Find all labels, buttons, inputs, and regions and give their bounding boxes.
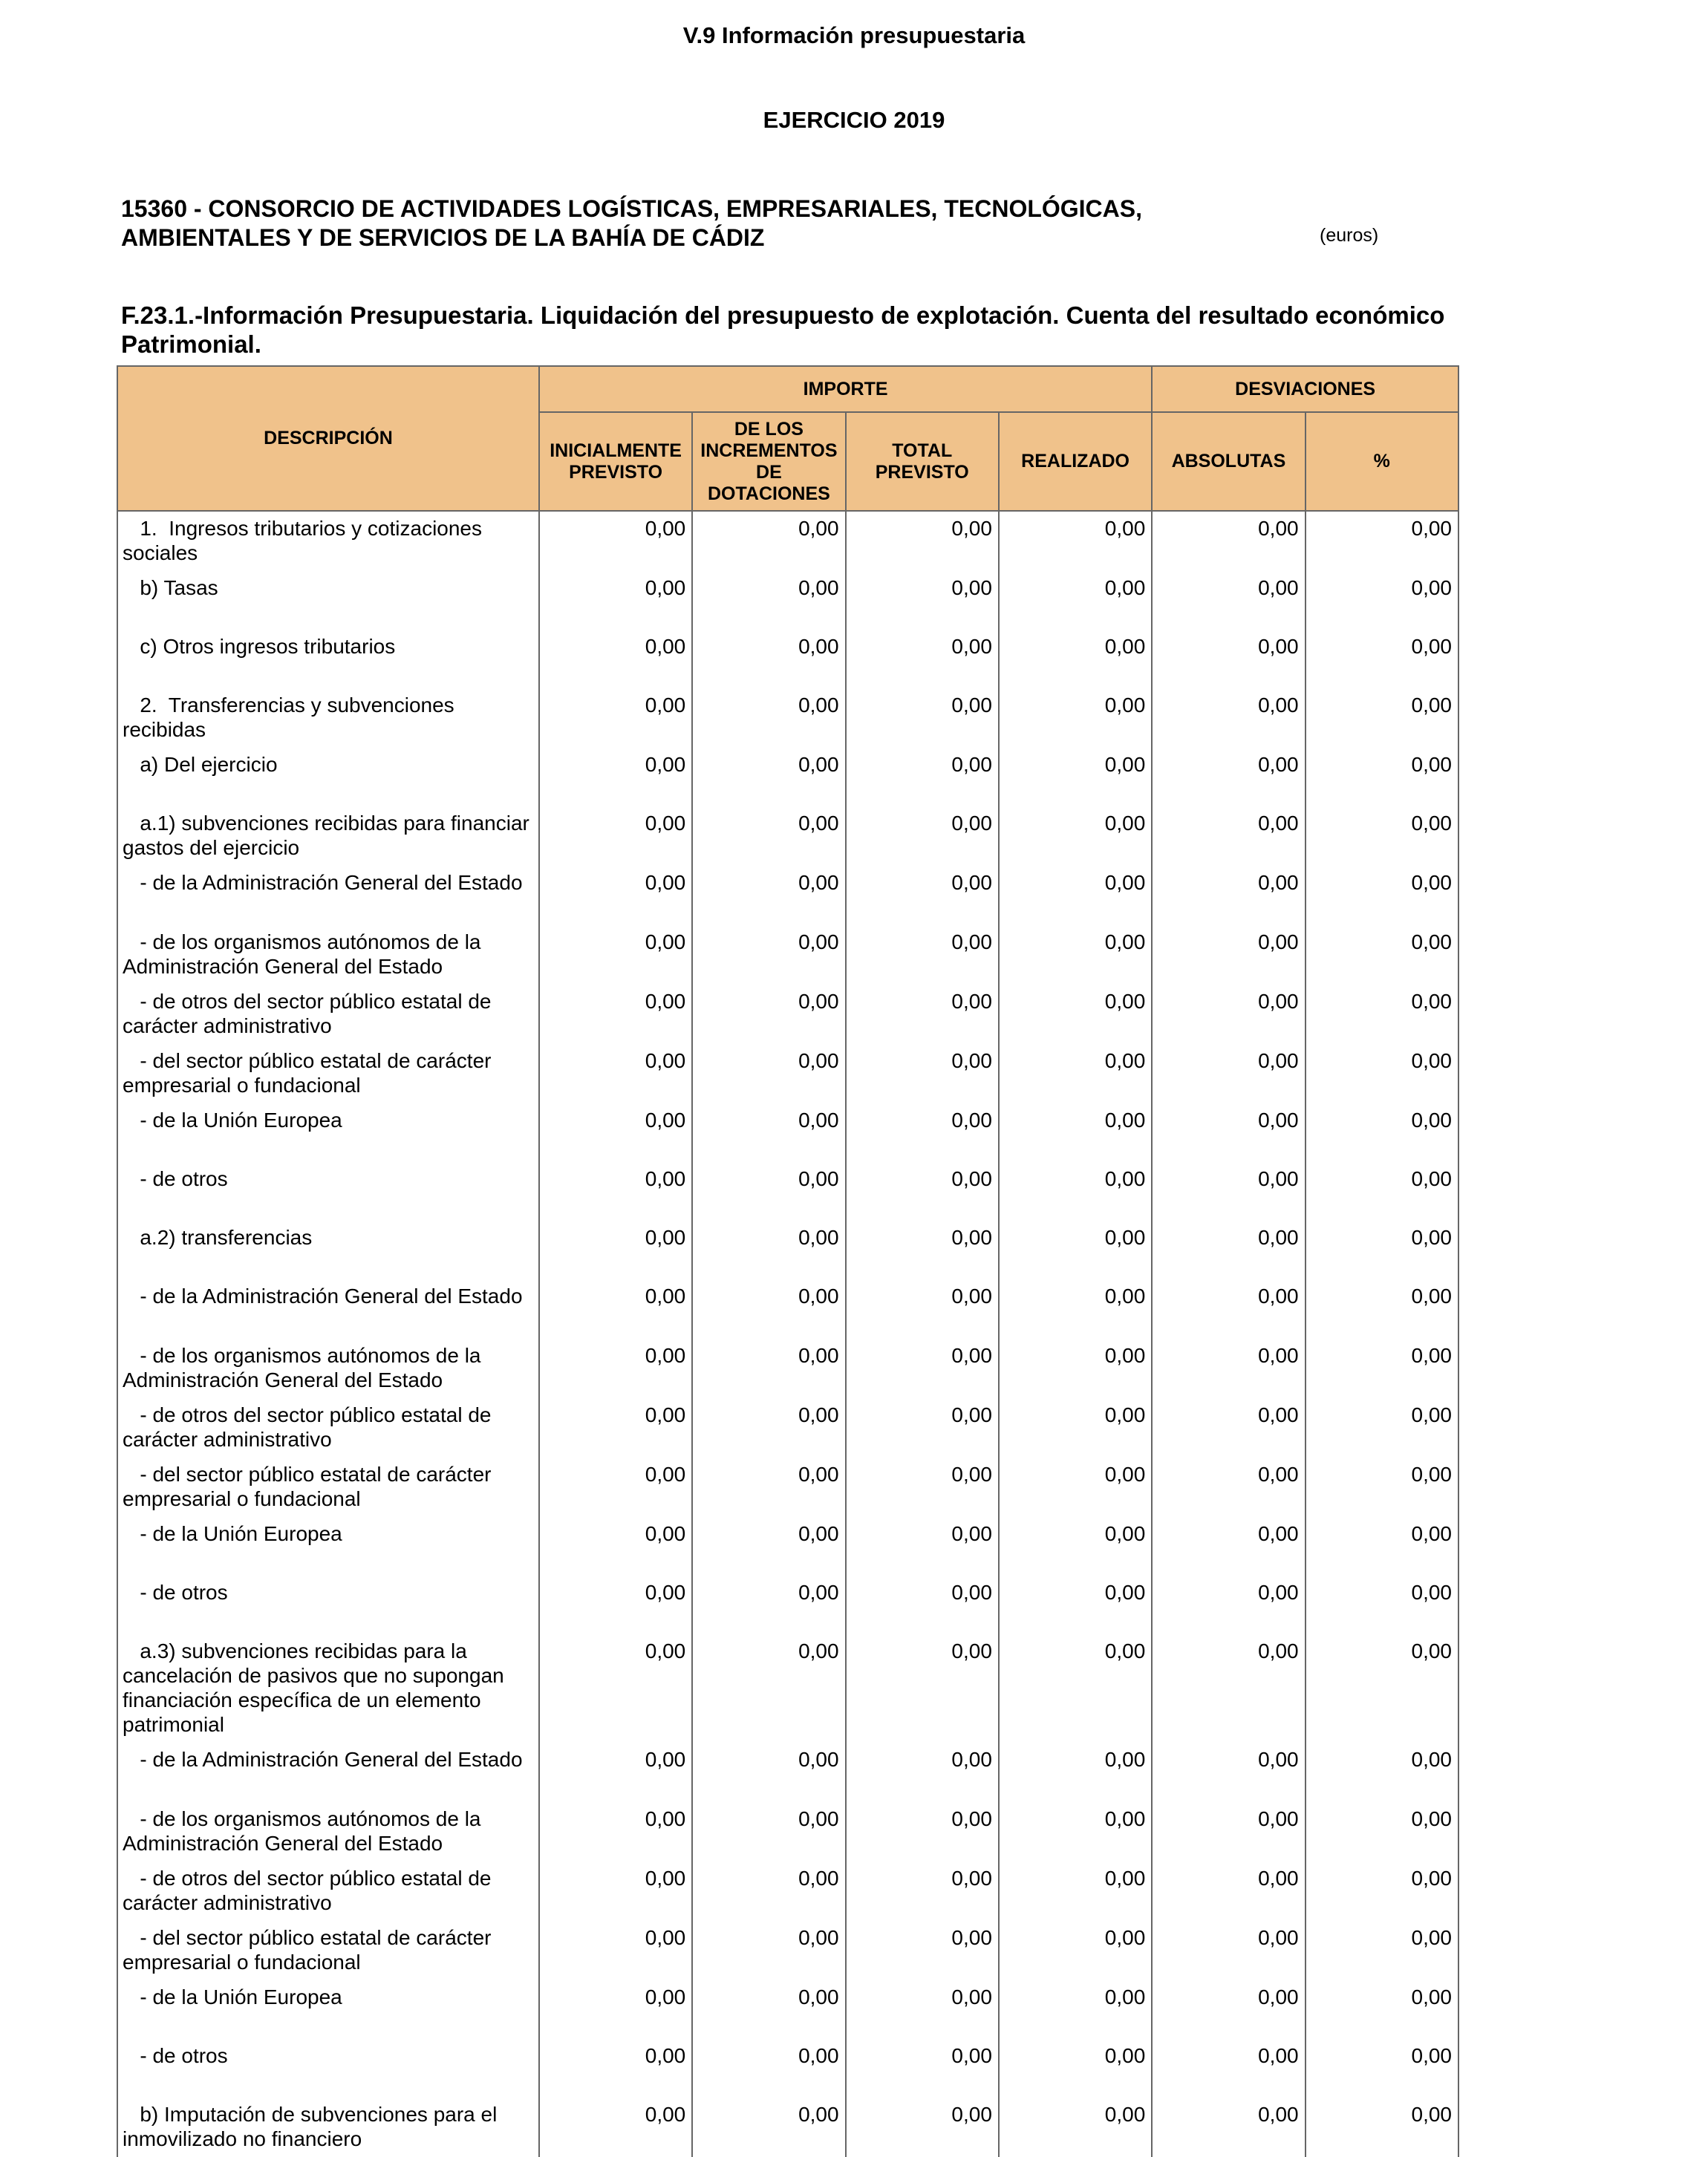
cell-absolutas: 0,00 (1152, 1044, 1305, 1103)
table-row (117, 806, 1458, 866)
cell-porcentaje: 0,00 (1306, 1221, 1458, 1279)
cell-porcentaje: 0,00 (1306, 1802, 1458, 1861)
cell-realizado: 0,00 (999, 2098, 1152, 2157)
budget-table (117, 365, 1459, 2157)
cell-realizado: 0,00 (999, 1743, 1152, 1802)
cell-realizado: 0,00 (999, 1517, 1152, 1576)
col-header-absolutas: ABSOLUTAS (1152, 412, 1305, 511)
cell-incrementos-dotaciones: 0,00 (692, 1103, 845, 1162)
cell-realizado: 0,00 (999, 925, 1152, 985)
row-description: - de los organismos autónomos de la Administración General del Estado (117, 925, 539, 985)
cell-absolutas: 0,00 (1152, 1743, 1305, 1802)
group-header-importe: IMPORTE (539, 366, 1152, 412)
cell-inicialmente-previsto: 0,00 (539, 1279, 692, 1339)
cell-incrementos-dotaciones: 0,00 (692, 1398, 845, 1458)
col-header-realizado: REALIZADO (999, 412, 1152, 511)
cell-inicialmente-previsto: 0,00 (539, 511, 692, 571)
col-header-inicialmente-previsto: INICIALMENTE PREVISTO (539, 412, 692, 511)
cell-inicialmente-previsto: 0,00 (539, 1743, 692, 1802)
table-row (117, 630, 1458, 688)
row-description: 2. Transferencias y subvenciones recibidas (117, 688, 539, 748)
cell-inicialmente-previsto: 0,00 (539, 866, 692, 925)
cell-incrementos-dotaciones: 0,00 (692, 1339, 845, 1398)
cell-total-previsto: 0,00 (846, 1339, 999, 1398)
cell-inicialmente-previsto: 0,00 (539, 1103, 692, 1162)
cell-inicialmente-previsto: 0,00 (539, 1398, 692, 1458)
cell-realizado: 0,00 (999, 1980, 1152, 2039)
cell-incrementos-dotaciones: 0,00 (692, 925, 845, 985)
cell-inicialmente-previsto: 0,00 (539, 688, 692, 748)
cell-total-previsto: 0,00 (846, 2039, 999, 2098)
table-row (117, 1458, 1458, 1517)
row-description: a.1) subvenciones recibidas para financiar gastos del ejercicio (117, 806, 539, 866)
cell-realizado: 0,00 (999, 688, 1152, 748)
cell-realizado: 0,00 (999, 1921, 1152, 1980)
cell-inicialmente-previsto: 0,00 (539, 571, 692, 630)
cell-total-previsto: 0,00 (846, 511, 999, 571)
row-description: - del sector público estatal de carácter empresarial o fundacional (117, 1921, 539, 1980)
cell-incrementos-dotaciones: 0,00 (692, 1576, 845, 1634)
cell-realizado: 0,00 (999, 1861, 1152, 1921)
cell-inicialmente-previsto: 0,00 (539, 1339, 692, 1398)
document-section-title: V.9 Información presupuestaria (682, 22, 1026, 48)
row-description: b) Imputación de subvenciones para el inmovilizado no financiero (117, 2098, 539, 2157)
cell-inicialmente-previsto: 0,00 (539, 925, 692, 985)
cell-incrementos-dotaciones: 0,00 (692, 1921, 845, 1980)
cell-realizado: 0,00 (999, 985, 1152, 1044)
cell-incrementos-dotaciones: 0,00 (692, 1802, 845, 1861)
cell-total-previsto: 0,00 (846, 1743, 999, 1802)
col-header-porcentaje: % (1306, 412, 1458, 511)
cell-total-previsto: 0,00 (846, 1921, 999, 1980)
cell-absolutas: 0,00 (1152, 1634, 1305, 1743)
table-row (117, 571, 1458, 630)
cell-porcentaje: 0,00 (1306, 1398, 1458, 1458)
table-row (117, 1634, 1458, 1743)
cell-absolutas: 0,00 (1152, 1162, 1305, 1221)
cell-incrementos-dotaciones: 0,00 (692, 571, 845, 630)
cell-porcentaje: 0,00 (1306, 2098, 1458, 2157)
cell-incrementos-dotaciones: 0,00 (692, 1980, 845, 2039)
cell-porcentaje: 0,00 (1306, 571, 1458, 630)
group-header-desviaciones: DESVIACIONES (1152, 366, 1458, 412)
cell-porcentaje: 0,00 (1306, 1162, 1458, 1221)
cell-absolutas: 0,00 (1152, 1921, 1305, 1980)
row-description: - de los organismos autónomos de la Administración General del Estado (117, 1802, 539, 1861)
row-description: - de la Administración General del Estado (117, 1279, 539, 1339)
cell-porcentaje: 0,00 (1306, 985, 1458, 1044)
cell-inicialmente-previsto: 0,00 (539, 806, 692, 866)
cell-absolutas: 0,00 (1152, 1221, 1305, 1279)
cell-incrementos-dotaciones: 0,00 (692, 748, 845, 806)
cell-total-previsto: 0,00 (846, 1861, 999, 1921)
cell-inicialmente-previsto: 0,00 (539, 630, 692, 688)
cell-realizado: 0,00 (999, 1339, 1152, 1398)
cell-total-previsto: 0,00 (846, 1162, 999, 1221)
cell-porcentaje: 0,00 (1306, 688, 1458, 748)
cell-incrementos-dotaciones: 0,00 (692, 1861, 845, 1921)
cell-absolutas: 0,00 (1152, 1861, 1305, 1921)
cell-absolutas: 0,00 (1152, 866, 1305, 925)
cell-porcentaje: 0,00 (1306, 866, 1458, 925)
row-description: - de otros del sector público estatal de carácter administrativo (117, 1861, 539, 1921)
cell-incrementos-dotaciones: 0,00 (692, 1279, 845, 1339)
table-row (117, 1339, 1458, 1398)
cell-inicialmente-previsto: 0,00 (539, 1458, 692, 1517)
cell-absolutas: 0,00 (1152, 1517, 1305, 1576)
cell-porcentaje: 0,00 (1306, 925, 1458, 985)
cell-porcentaje: 0,00 (1306, 630, 1458, 688)
cell-inicialmente-previsto: 0,00 (539, 985, 692, 1044)
entity-name: 15360 - CONSORCIO DE ACTIVIDADES LOGÍSTICAS, EMPRESARIALES, TECNOLÓGICAS, AMBIENTALES Y DE SERVICIOS DE LA BAHÍA DE CÁDIZ (121, 195, 1142, 251)
cell-porcentaje: 0,00 (1306, 1339, 1458, 1398)
cell-realizado: 0,00 (999, 511, 1152, 571)
cell-total-previsto: 0,00 (846, 1103, 999, 1162)
cell-porcentaje: 0,00 (1306, 1103, 1458, 1162)
row-description: - de la Administración General del Estado (117, 866, 539, 925)
cell-realizado: 0,00 (999, 748, 1152, 806)
cell-absolutas: 0,00 (1152, 571, 1305, 630)
cell-absolutas: 0,00 (1152, 630, 1305, 688)
cell-realizado: 0,00 (999, 1103, 1152, 1162)
cell-porcentaje: 0,00 (1306, 806, 1458, 866)
col-header-total-previsto: TOTAL PREVISTO (846, 412, 999, 511)
cell-total-previsto: 0,00 (846, 1044, 999, 1103)
table-body (117, 511, 1458, 2157)
cell-absolutas: 0,00 (1152, 2039, 1305, 2098)
cell-absolutas: 0,00 (1152, 1339, 1305, 1398)
cell-porcentaje: 0,00 (1306, 1458, 1458, 1517)
cell-porcentaje: 0,00 (1306, 1921, 1458, 1980)
table-row (117, 511, 1458, 571)
budget-table-container (117, 365, 1459, 2150)
cell-total-previsto: 0,00 (846, 571, 999, 630)
row-description: - de otros (117, 1576, 539, 1634)
table-row (117, 2039, 1458, 2098)
cell-incrementos-dotaciones: 0,00 (692, 866, 845, 925)
cell-absolutas: 0,00 (1152, 1576, 1305, 1634)
table-row (117, 866, 1458, 925)
table-row (117, 985, 1458, 1044)
table-row (117, 1802, 1458, 1861)
row-description: a.3) subvenciones recibidas para la cancelación de pasivos que no supongan financiación específica de un elemento patrimonial (117, 1634, 539, 1743)
cell-porcentaje: 0,00 (1306, 1634, 1458, 1743)
cell-absolutas: 0,00 (1152, 985, 1305, 1044)
row-description: a) Del ejercicio (117, 748, 539, 806)
cell-incrementos-dotaciones: 0,00 (692, 1458, 845, 1517)
col-header-incrementos-dotaciones: DE LOS INCREMENTOS DE DOTACIONES (692, 412, 845, 511)
row-description: - del sector público estatal de carácter empresarial o fundacional (117, 1044, 539, 1103)
table-row (117, 1980, 1458, 2039)
row-description: - de los organismos autónomos de la Administración General del Estado (117, 1339, 539, 1398)
cell-realizado: 0,00 (999, 2039, 1152, 2098)
cell-absolutas: 0,00 (1152, 1103, 1305, 1162)
cell-inicialmente-previsto: 0,00 (539, 1861, 692, 1921)
cell-incrementos-dotaciones: 0,00 (692, 511, 845, 571)
cell-porcentaje: 0,00 (1306, 1861, 1458, 1921)
cell-total-previsto: 0,00 (846, 748, 999, 806)
table-row (117, 1162, 1458, 1221)
table-row (117, 1743, 1458, 1802)
row-description: - de la Unión Europea (117, 1980, 539, 2039)
cell-realizado: 0,00 (999, 1221, 1152, 1279)
cell-total-previsto: 0,00 (846, 1221, 999, 1279)
cell-absolutas: 0,00 (1152, 925, 1305, 985)
table-section-title: F.23.1.-Información Presupuestaria. Liquidación del presupuesto de explotación. Cuenta del resultado económico Patrimonial. (121, 301, 1445, 358)
cell-incrementos-dotaciones: 0,00 (692, 1517, 845, 1576)
cell-inicialmente-previsto: 0,00 (539, 1634, 692, 1743)
cell-realizado: 0,00 (999, 1279, 1152, 1339)
cell-total-previsto: 0,00 (846, 1802, 999, 1861)
cell-incrementos-dotaciones: 0,00 (692, 1044, 845, 1103)
cell-inicialmente-previsto: 0,00 (539, 748, 692, 806)
cell-realizado: 0,00 (999, 1802, 1152, 1861)
table-row (117, 925, 1458, 985)
row-description: 1. Ingresos tributarios y cotizaciones sociales (117, 511, 539, 571)
col-header-descripcion: DESCRIPCIÓN (117, 366, 539, 511)
cell-realizado: 0,00 (999, 630, 1152, 688)
cell-realizado: 0,00 (999, 866, 1152, 925)
table-row (117, 1517, 1458, 1576)
row-description: - de otros (117, 1162, 539, 1221)
cell-realizado: 0,00 (999, 1398, 1152, 1458)
cell-absolutas: 0,00 (1152, 748, 1305, 806)
cell-realizado: 0,00 (999, 1162, 1152, 1221)
cell-total-previsto: 0,00 (846, 1279, 999, 1339)
row-description: a.2) transferencias (117, 1221, 539, 1279)
row-description: c) Otros ingresos tributarios (117, 630, 539, 688)
table-row (117, 1279, 1458, 1339)
row-description: - de otros (117, 2039, 539, 2098)
cell-inicialmente-previsto: 0,00 (539, 2039, 692, 2098)
cell-absolutas: 0,00 (1152, 688, 1305, 748)
cell-total-previsto: 0,00 (846, 866, 999, 925)
cell-total-previsto: 0,00 (846, 1980, 999, 2039)
cell-total-previsto: 0,00 (846, 688, 999, 748)
cell-inicialmente-previsto: 0,00 (539, 1162, 692, 1221)
cell-absolutas: 0,00 (1152, 806, 1305, 866)
cell-incrementos-dotaciones: 0,00 (692, 806, 845, 866)
cell-porcentaje: 0,00 (1306, 748, 1458, 806)
cell-inicialmente-previsto: 0,00 (539, 1517, 692, 1576)
cell-total-previsto: 0,00 (846, 1576, 999, 1634)
cell-absolutas: 0,00 (1152, 1802, 1305, 1861)
cell-porcentaje: 0,00 (1306, 2039, 1458, 2098)
table-row (117, 2098, 1458, 2157)
cell-inicialmente-previsto: 0,00 (539, 1044, 692, 1103)
cell-incrementos-dotaciones: 0,00 (692, 2098, 845, 2157)
cell-absolutas: 0,00 (1152, 1458, 1305, 1517)
row-description: - de otros del sector público estatal de carácter administrativo (117, 985, 539, 1044)
cell-porcentaje: 0,00 (1306, 1743, 1458, 1802)
table-row (117, 1861, 1458, 1921)
cell-total-previsto: 0,00 (846, 806, 999, 866)
row-description: - de otros del sector público estatal de carácter administrativo (117, 1398, 539, 1458)
cell-porcentaje: 0,00 (1306, 1044, 1458, 1103)
cell-total-previsto: 0,00 (846, 985, 999, 1044)
cell-porcentaje: 0,00 (1306, 1279, 1458, 1339)
cell-incrementos-dotaciones: 0,00 (692, 1221, 845, 1279)
cell-total-previsto: 0,00 (846, 2098, 999, 2157)
cell-incrementos-dotaciones: 0,00 (692, 2039, 845, 2098)
cell-inicialmente-previsto: 0,00 (539, 1802, 692, 1861)
row-description: - de la Administración General del Estado (117, 1743, 539, 1802)
cell-total-previsto: 0,00 (846, 1398, 999, 1458)
cell-absolutas: 0,00 (1152, 1398, 1305, 1458)
cell-incrementos-dotaciones: 0,00 (692, 1162, 845, 1221)
cell-total-previsto: 0,00 (846, 925, 999, 985)
table-row (117, 1044, 1458, 1103)
row-description: - de la Unión Europea (117, 1517, 539, 1576)
row-description: b) Tasas (117, 571, 539, 630)
cell-realizado: 0,00 (999, 1458, 1152, 1517)
cell-total-previsto: 0,00 (846, 1634, 999, 1743)
currency-units: (euros) (1320, 225, 1379, 246)
row-description: - del sector público estatal de carácter empresarial o fundacional (117, 1458, 539, 1517)
table-row (117, 688, 1458, 748)
cell-incrementos-dotaciones: 0,00 (692, 985, 845, 1044)
table-row (117, 1576, 1458, 1634)
table-row (117, 1103, 1458, 1162)
cell-total-previsto: 0,00 (846, 630, 999, 688)
table-row (117, 1221, 1458, 1279)
cell-inicialmente-previsto: 0,00 (539, 1980, 692, 2039)
cell-porcentaje: 0,00 (1306, 1980, 1458, 2039)
cell-incrementos-dotaciones: 0,00 (692, 1634, 845, 1743)
cell-inicialmente-previsto: 0,00 (539, 2098, 692, 2157)
cell-realizado: 0,00 (999, 571, 1152, 630)
cell-incrementos-dotaciones: 0,00 (692, 1743, 845, 1802)
cell-absolutas: 0,00 (1152, 2098, 1305, 2157)
cell-inicialmente-previsto: 0,00 (539, 1576, 692, 1634)
table-row (117, 748, 1458, 806)
table-row (117, 1921, 1458, 1980)
cell-realizado: 0,00 (999, 1634, 1152, 1743)
cell-inicialmente-previsto: 0,00 (539, 1221, 692, 1279)
fiscal-year-title: EJERCICIO 2019 (763, 107, 945, 133)
cell-realizado: 0,00 (999, 1044, 1152, 1103)
cell-realizado: 0,00 (999, 1576, 1152, 1634)
cell-total-previsto: 0,00 (846, 1517, 999, 1576)
cell-porcentaje: 0,00 (1306, 1517, 1458, 1576)
cell-absolutas: 0,00 (1152, 1980, 1305, 2039)
cell-porcentaje: 0,00 (1306, 511, 1458, 571)
cell-absolutas: 0,00 (1152, 511, 1305, 571)
cell-incrementos-dotaciones: 0,00 (692, 688, 845, 748)
row-description: - de la Unión Europea (117, 1103, 539, 1162)
table-row (117, 1398, 1458, 1458)
cell-incrementos-dotaciones: 0,00 (692, 630, 845, 688)
cell-porcentaje: 0,00 (1306, 1576, 1458, 1634)
cell-realizado: 0,00 (999, 806, 1152, 866)
cell-inicialmente-previsto: 0,00 (539, 1921, 692, 1980)
cell-total-previsto: 0,00 (846, 1458, 999, 1517)
cell-absolutas: 0,00 (1152, 1279, 1305, 1339)
